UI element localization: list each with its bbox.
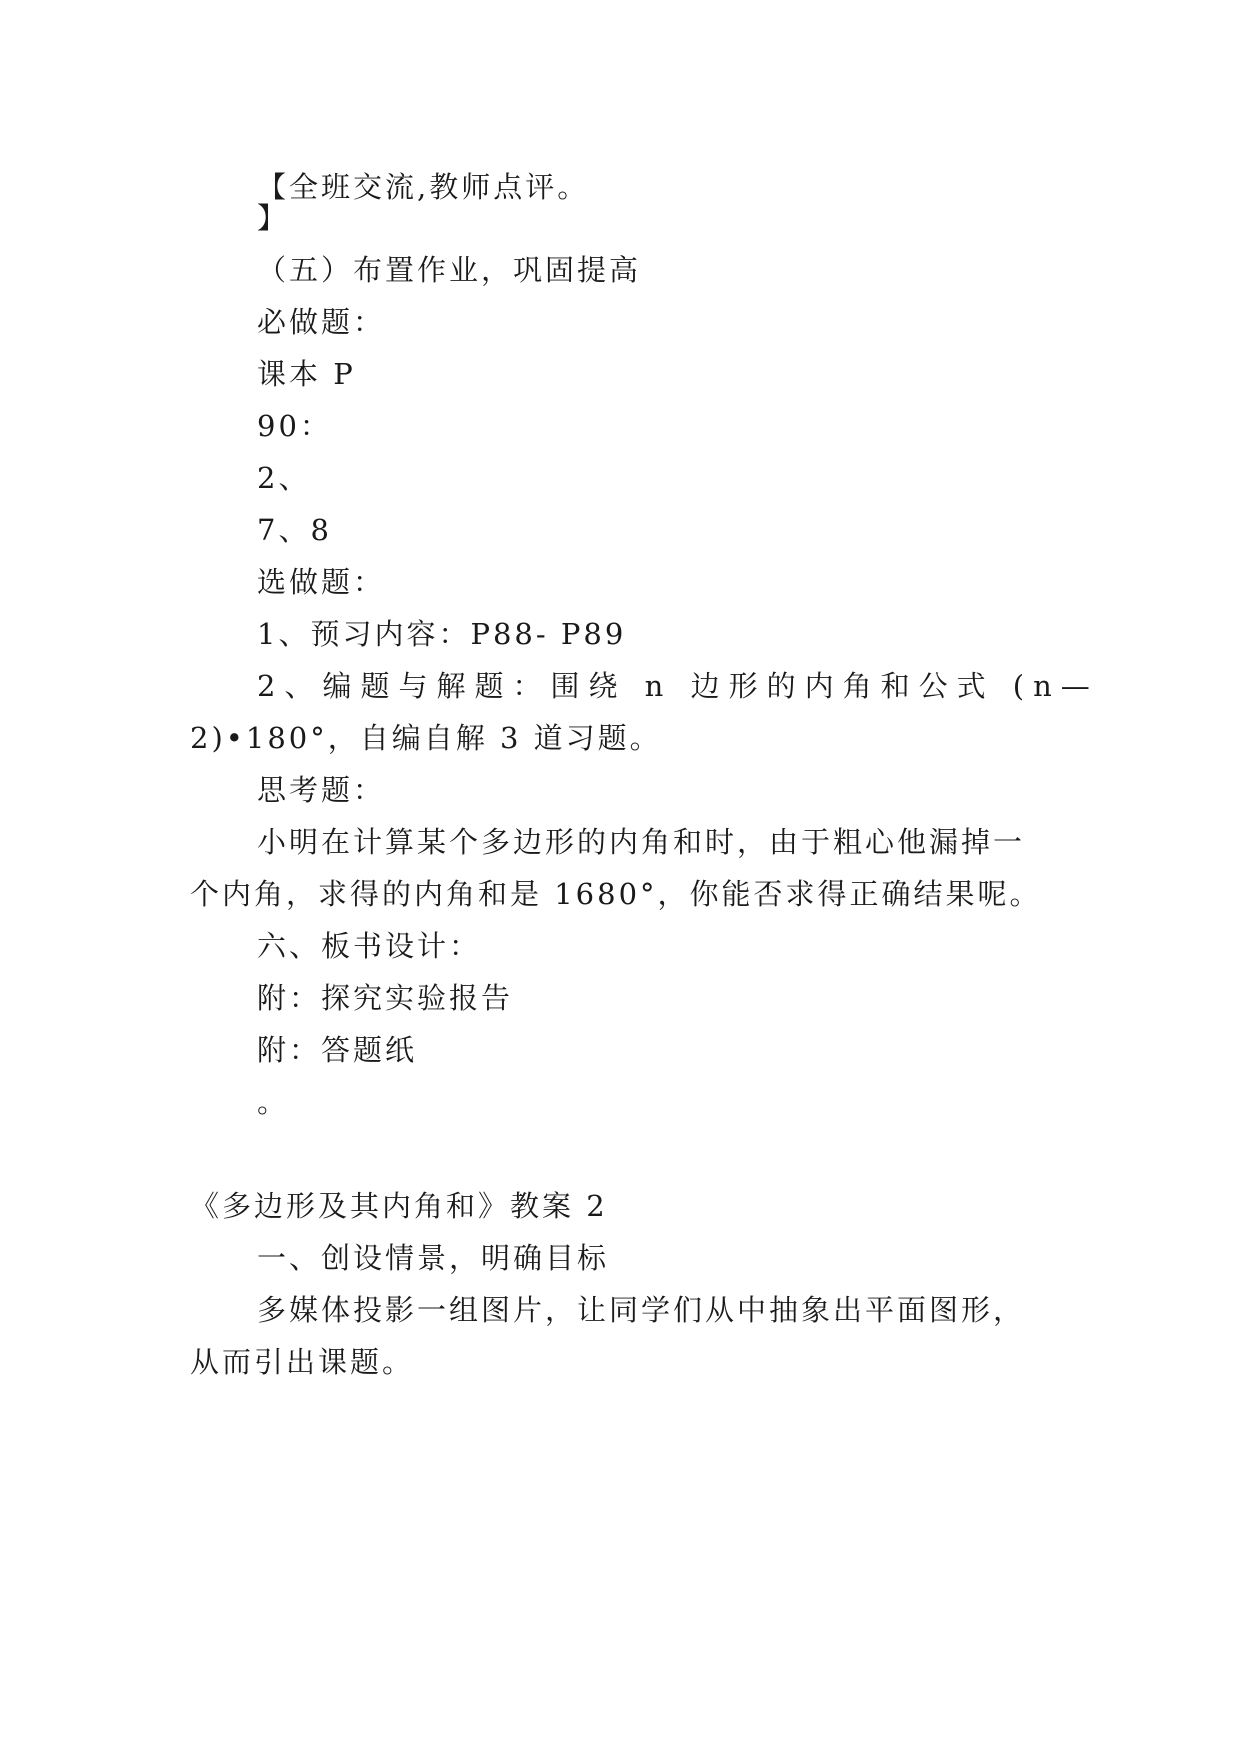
text-line-topic: 从而引出课题。 [190, 1345, 415, 1379]
text-line-exercise-7-8: 7、8 [257, 513, 332, 547]
section-heading-homework: （五）布置作业，巩固提高 [257, 253, 642, 287]
text-line-thinking: 思考题： [257, 773, 386, 807]
text-line-multimedia: 多媒体投影一组图片，让同学们从中抽象出平面图形， [257, 1293, 1026, 1327]
text-line-optional: 选做题： [257, 565, 386, 599]
text-line-page-number: 90： [257, 409, 332, 443]
text-line-period: 。 [257, 1085, 290, 1119]
text-line-interior-angle: 个内角，求得的内角和是 1680°，你能否求得正确结果呢。 [190, 877, 1042, 911]
text-line-appendix-report: 附：探究实验报告 [257, 981, 514, 1015]
section-heading-board-design: 六、板书设计： [257, 929, 482, 963]
text-line-compose-problems: 2、编题与解题：围绕 n 边形的内角和公式 (n— [257, 669, 1099, 703]
text-line-exercise-2: 2、 [257, 461, 311, 495]
text-line-appendix-answer: 附：答题纸 [257, 1033, 418, 1067]
text-line-closing-bracket: 】 [257, 201, 290, 235]
section-heading-scenario: 一、创设情景，明确目标 [257, 1241, 610, 1275]
text-line-formula-continuation: 2)•180°，自编自解 3 道习题。 [190, 721, 662, 755]
text-line-class-discussion: 【全班交流,教师点评。 [257, 170, 590, 204]
text-line-preview: 1、预习内容：P88- P89 [257, 617, 627, 651]
text-line-required: 必做题： [257, 305, 386, 339]
text-line-xiaoming: 小明在计算某个多边形的内角和时，由于粗心他漏掉一 [257, 825, 1026, 859]
document-title: 《多边形及其内角和》教案 2 [190, 1189, 608, 1223]
text-line-textbook: 课本 P [257, 357, 356, 391]
